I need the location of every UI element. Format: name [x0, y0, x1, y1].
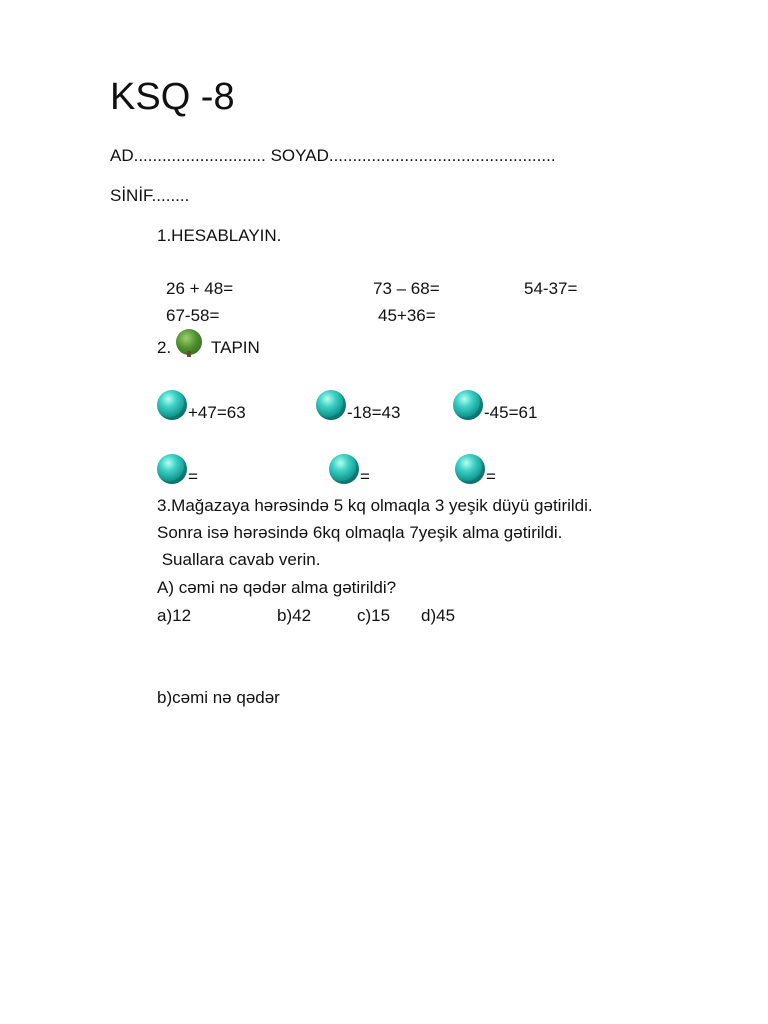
gem-icon	[157, 454, 187, 484]
task1-expr-4: 67-58=	[166, 306, 220, 325]
task2-heading: TAPIN	[211, 338, 260, 357]
task2-expr-4: =	[188, 467, 198, 486]
option-b: b)42	[277, 606, 312, 625]
task2-expr-3: -45=61	[484, 403, 538, 422]
question-b: b)cəmi nə qədər	[157, 688, 280, 707]
task1-expr-2: 73 – 68=	[373, 279, 440, 298]
task1-expr-3: 54-37=	[524, 279, 578, 298]
task3-line-1: 3.Mağazaya hərəsində 5 kq olmaqla 3 yeşik düyü gətirildi.	[157, 496, 593, 515]
gem-icon	[453, 390, 483, 420]
gem-icon	[316, 390, 346, 420]
task2-expr-1: +47=63	[188, 403, 246, 422]
task2-expr-6: =	[486, 467, 496, 486]
option-a: a)12	[157, 606, 192, 625]
tree-icon	[176, 329, 202, 355]
name-line: AD............................ SOYAD................................................	[110, 146, 556, 165]
gem-icon	[157, 390, 187, 420]
task1-heading: 1.HESABLAYIN.	[157, 226, 282, 245]
task2-expr-2: -18=43	[347, 403, 401, 422]
task2-number: 2.	[157, 338, 172, 357]
option-c: c)15	[357, 606, 391, 625]
option-d: d)45	[421, 606, 456, 625]
class-line: SİNİF........	[110, 186, 190, 205]
gem-icon	[455, 454, 485, 484]
gem-icon	[329, 454, 359, 484]
page-title: KSQ -8	[110, 76, 235, 118]
task2-expr-5: =	[360, 467, 370, 486]
task3-line-3: Suallara cavab verin.	[157, 550, 321, 569]
task1-expr-5: 45+36=	[378, 306, 436, 325]
task3-line-2: Sonra isə hərəsində 6kq olmaqla 7yeşik alma gətirildi.	[157, 523, 563, 542]
question-a: A) cəmi nə qədər alma gətirildi?	[157, 578, 397, 597]
task1-expr-1: 26 + 48=	[166, 279, 234, 298]
